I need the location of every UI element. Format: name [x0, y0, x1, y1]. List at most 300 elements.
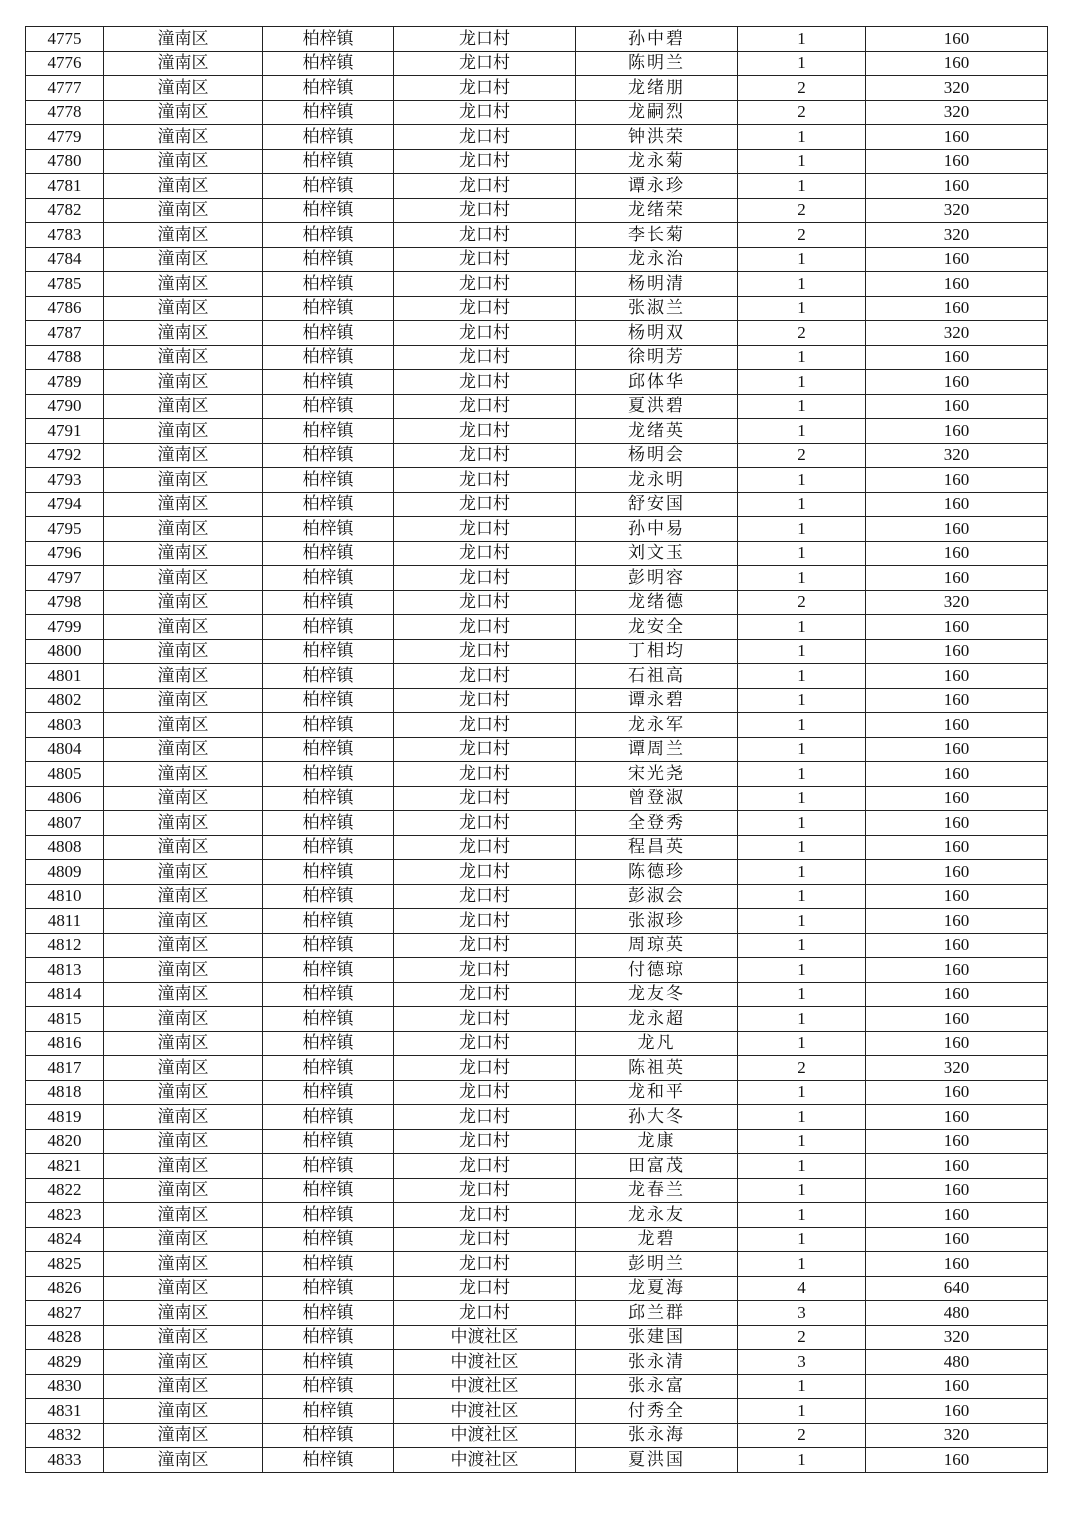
name-cell: 孙中易 [576, 517, 738, 542]
amount-cell: 160 [866, 811, 1048, 836]
name-cell: 龙绪荣 [576, 198, 738, 223]
table-row [26, 1007, 1048, 1032]
row-number-cell: 4796 [26, 541, 104, 566]
amount-cell: 160 [866, 370, 1048, 395]
village-cell: 龙口村 [394, 345, 576, 370]
village-cell: 龙口村 [394, 1080, 576, 1105]
district-cell: 潼南区 [104, 492, 263, 517]
amount-cell: 160 [866, 835, 1048, 860]
town-cell: 柏梓镇 [263, 394, 394, 419]
name-cell: 刘文玉 [576, 541, 738, 566]
village-cell: 龙口村 [394, 933, 576, 958]
row-number-cell: 4781 [26, 174, 104, 199]
name-cell: 谭永碧 [576, 688, 738, 713]
name-cell: 杨明会 [576, 443, 738, 468]
row-number-cell: 4817 [26, 1056, 104, 1081]
district-cell: 潼南区 [104, 223, 263, 248]
amount-cell: 160 [866, 1374, 1048, 1399]
table-row [26, 492, 1048, 517]
district-cell: 潼南区 [104, 1178, 263, 1203]
table-row [26, 737, 1048, 762]
town-cell: 柏梓镇 [263, 1350, 394, 1375]
row-number-cell: 4827 [26, 1301, 104, 1326]
village-cell: 龙口村 [394, 223, 576, 248]
name-cell: 张永富 [576, 1374, 738, 1399]
town-cell: 柏梓镇 [263, 1007, 394, 1032]
village-cell: 龙口村 [394, 1105, 576, 1130]
row-number-cell: 4809 [26, 860, 104, 885]
amount-cell: 160 [866, 737, 1048, 762]
district-cell: 潼南区 [104, 1031, 263, 1056]
district-cell: 潼南区 [104, 443, 263, 468]
village-cell: 龙口村 [394, 615, 576, 640]
amount-cell: 320 [866, 1056, 1048, 1081]
row-number-cell: 4822 [26, 1178, 104, 1203]
village-cell: 龙口村 [394, 174, 576, 199]
village-cell: 中渡社区 [394, 1423, 576, 1448]
district-cell: 潼南区 [104, 1203, 263, 1228]
name-cell: 张建国 [576, 1325, 738, 1350]
count-cell: 1 [738, 811, 866, 836]
row-number-cell: 4833 [26, 1448, 104, 1473]
district-cell: 潼南区 [104, 125, 263, 150]
count-cell: 1 [738, 174, 866, 199]
roster-body [26, 27, 1048, 1473]
village-cell: 龙口村 [394, 1301, 576, 1326]
district-cell: 潼南区 [104, 51, 263, 76]
name-cell: 谭周兰 [576, 737, 738, 762]
table-row [26, 1227, 1048, 1252]
town-cell: 柏梓镇 [263, 1178, 394, 1203]
district-cell: 潼南区 [104, 566, 263, 591]
town-cell: 柏梓镇 [263, 860, 394, 885]
table-row [26, 1399, 1048, 1424]
name-cell: 钟洪荣 [576, 125, 738, 150]
count-cell: 1 [738, 1227, 866, 1252]
name-cell: 龙永军 [576, 713, 738, 738]
row-number-cell: 4824 [26, 1227, 104, 1252]
amount-cell: 160 [866, 1448, 1048, 1473]
count-cell: 1 [738, 860, 866, 885]
table-row [26, 933, 1048, 958]
name-cell: 田富茂 [576, 1154, 738, 1179]
table-row [26, 51, 1048, 76]
row-number-cell: 4777 [26, 76, 104, 101]
village-cell: 龙口村 [394, 149, 576, 174]
count-cell: 1 [738, 762, 866, 787]
table-row [26, 272, 1048, 297]
town-cell: 柏梓镇 [263, 566, 394, 591]
district-cell: 潼南区 [104, 247, 263, 272]
district-cell: 潼南区 [104, 688, 263, 713]
district-cell: 潼南区 [104, 174, 263, 199]
town-cell: 柏梓镇 [263, 1105, 394, 1130]
table-row [26, 100, 1048, 125]
village-cell: 龙口村 [394, 811, 576, 836]
village-cell: 龙口村 [394, 958, 576, 983]
amount-cell: 320 [866, 590, 1048, 615]
row-number-cell: 4814 [26, 982, 104, 1007]
district-cell: 潼南区 [104, 664, 263, 689]
table-row [26, 468, 1048, 493]
district-cell: 潼南区 [104, 1301, 263, 1326]
table-row [26, 835, 1048, 860]
district-cell: 潼南区 [104, 468, 263, 493]
district-cell: 潼南区 [104, 860, 263, 885]
town-cell: 柏梓镇 [263, 272, 394, 297]
table-row [26, 247, 1048, 272]
count-cell: 2 [738, 1325, 866, 1350]
amount-cell: 160 [866, 615, 1048, 640]
town-cell: 柏梓镇 [263, 811, 394, 836]
village-cell: 龙口村 [394, 296, 576, 321]
amount-cell: 160 [866, 1227, 1048, 1252]
amount-cell: 640 [866, 1276, 1048, 1301]
amount-cell: 320 [866, 443, 1048, 468]
table-row [26, 27, 1048, 52]
table-row [26, 1056, 1048, 1081]
amount-cell: 160 [866, 884, 1048, 909]
row-number-cell: 4828 [26, 1325, 104, 1350]
town-cell: 柏梓镇 [263, 688, 394, 713]
count-cell: 2 [738, 1056, 866, 1081]
row-number-cell: 4819 [26, 1105, 104, 1130]
district-cell: 潼南区 [104, 590, 263, 615]
count-cell: 2 [738, 223, 866, 248]
district-cell: 潼南区 [104, 1374, 263, 1399]
district-cell: 潼南区 [104, 1252, 263, 1277]
district-cell: 潼南区 [104, 1227, 263, 1252]
village-cell: 龙口村 [394, 100, 576, 125]
name-cell: 龙碧 [576, 1227, 738, 1252]
amount-cell: 160 [866, 345, 1048, 370]
count-cell: 3 [738, 1301, 866, 1326]
table-row [26, 1154, 1048, 1179]
town-cell: 柏梓镇 [263, 468, 394, 493]
name-cell: 张淑珍 [576, 909, 738, 934]
name-cell: 陈德珍 [576, 860, 738, 885]
amount-cell: 160 [866, 272, 1048, 297]
count-cell: 1 [738, 125, 866, 150]
name-cell: 龙绪德 [576, 590, 738, 615]
village-cell: 龙口村 [394, 909, 576, 934]
district-cell: 潼南区 [104, 1325, 263, 1350]
count-cell: 2 [738, 76, 866, 101]
count-cell: 1 [738, 1105, 866, 1130]
amount-cell: 160 [866, 1154, 1048, 1179]
district-cell: 潼南区 [104, 713, 263, 738]
row-number-cell: 4818 [26, 1080, 104, 1105]
row-number-cell: 4798 [26, 590, 104, 615]
amount-cell: 160 [866, 468, 1048, 493]
village-cell: 中渡社区 [394, 1399, 576, 1424]
table-row [26, 370, 1048, 395]
district-cell: 潼南区 [104, 639, 263, 664]
district-cell: 潼南区 [104, 296, 263, 321]
town-cell: 柏梓镇 [263, 1423, 394, 1448]
count-cell: 1 [738, 345, 866, 370]
name-cell: 付秀全 [576, 1399, 738, 1424]
district-cell: 潼南区 [104, 541, 263, 566]
name-cell: 龙永超 [576, 1007, 738, 1032]
town-cell: 柏梓镇 [263, 933, 394, 958]
count-cell: 1 [738, 933, 866, 958]
count-cell: 2 [738, 443, 866, 468]
row-number-cell: 4816 [26, 1031, 104, 1056]
name-cell: 付德琼 [576, 958, 738, 983]
count-cell: 1 [738, 1031, 866, 1056]
town-cell: 柏梓镇 [263, 737, 394, 762]
name-cell: 彭明容 [576, 566, 738, 591]
row-number-cell: 4825 [26, 1252, 104, 1277]
amount-cell: 160 [866, 688, 1048, 713]
amount-cell: 160 [866, 125, 1048, 150]
town-cell: 柏梓镇 [263, 51, 394, 76]
table-row [26, 811, 1048, 836]
village-cell: 龙口村 [394, 370, 576, 395]
name-cell: 龙康 [576, 1129, 738, 1154]
town-cell: 柏梓镇 [263, 345, 394, 370]
count-cell: 1 [738, 1080, 866, 1105]
name-cell: 程昌英 [576, 835, 738, 860]
row-number-cell: 4793 [26, 468, 104, 493]
amount-cell: 480 [866, 1350, 1048, 1375]
row-number-cell: 4789 [26, 370, 104, 395]
village-cell: 龙口村 [394, 1056, 576, 1081]
count-cell: 1 [738, 419, 866, 444]
village-cell: 龙口村 [394, 517, 576, 542]
row-number-cell: 4803 [26, 713, 104, 738]
amount-cell: 160 [866, 419, 1048, 444]
amount-cell: 160 [866, 27, 1048, 52]
table-row [26, 419, 1048, 444]
district-cell: 潼南区 [104, 1129, 263, 1154]
amount-cell: 320 [866, 100, 1048, 125]
amount-cell: 160 [866, 909, 1048, 934]
amount-cell: 160 [866, 566, 1048, 591]
row-number-cell: 4791 [26, 419, 104, 444]
village-cell: 龙口村 [394, 541, 576, 566]
amount-cell: 320 [866, 1423, 1048, 1448]
table-row [26, 296, 1048, 321]
town-cell: 柏梓镇 [263, 517, 394, 542]
count-cell: 1 [738, 1252, 866, 1277]
count-cell: 1 [738, 786, 866, 811]
amount-cell: 160 [866, 664, 1048, 689]
row-number-cell: 4795 [26, 517, 104, 542]
district-cell: 潼南区 [104, 1448, 263, 1473]
count-cell: 1 [738, 1448, 866, 1473]
town-cell: 柏梓镇 [263, 590, 394, 615]
town-cell: 柏梓镇 [263, 909, 394, 934]
row-number-cell: 4797 [26, 566, 104, 591]
town-cell: 柏梓镇 [263, 786, 394, 811]
count-cell: 2 [738, 321, 866, 346]
table-row [26, 1031, 1048, 1056]
amount-cell: 160 [866, 982, 1048, 1007]
table-row [26, 125, 1048, 150]
count-cell: 1 [738, 566, 866, 591]
village-cell: 中渡社区 [394, 1350, 576, 1375]
row-number-cell: 4785 [26, 272, 104, 297]
town-cell: 柏梓镇 [263, 713, 394, 738]
district-cell: 潼南区 [104, 1007, 263, 1032]
amount-cell: 160 [866, 1252, 1048, 1277]
town-cell: 柏梓镇 [263, 1374, 394, 1399]
name-cell: 全登秀 [576, 811, 738, 836]
row-number-cell: 4820 [26, 1129, 104, 1154]
district-cell: 潼南区 [104, 909, 263, 934]
name-cell: 龙永菊 [576, 149, 738, 174]
table-row [26, 590, 1048, 615]
town-cell: 柏梓镇 [263, 149, 394, 174]
town-cell: 柏梓镇 [263, 958, 394, 983]
amount-cell: 160 [866, 639, 1048, 664]
row-number-cell: 4794 [26, 492, 104, 517]
count-cell: 1 [738, 615, 866, 640]
village-cell: 龙口村 [394, 639, 576, 664]
name-cell: 谭永珍 [576, 174, 738, 199]
name-cell: 孙中碧 [576, 27, 738, 52]
amount-cell: 160 [866, 247, 1048, 272]
row-number-cell: 4792 [26, 443, 104, 468]
row-number-cell: 4813 [26, 958, 104, 983]
table-row [26, 688, 1048, 713]
name-cell: 龙嗣烈 [576, 100, 738, 125]
district-cell: 潼南区 [104, 835, 263, 860]
count-cell: 1 [738, 835, 866, 860]
town-cell: 柏梓镇 [263, 884, 394, 909]
name-cell: 舒安国 [576, 492, 738, 517]
village-cell: 龙口村 [394, 394, 576, 419]
name-cell: 龙安全 [576, 615, 738, 640]
district-cell: 潼南区 [104, 884, 263, 909]
village-cell: 龙口村 [394, 272, 576, 297]
amount-cell: 160 [866, 1203, 1048, 1228]
table-row [26, 1129, 1048, 1154]
village-cell: 龙口村 [394, 1154, 576, 1179]
village-cell: 龙口村 [394, 762, 576, 787]
table-row [26, 321, 1048, 346]
row-number-cell: 4782 [26, 198, 104, 223]
amount-cell: 320 [866, 76, 1048, 101]
amount-cell: 320 [866, 321, 1048, 346]
village-cell: 龙口村 [394, 198, 576, 223]
village-cell: 龙口村 [394, 688, 576, 713]
table-row [26, 860, 1048, 885]
row-number-cell: 4784 [26, 247, 104, 272]
name-cell: 邱兰群 [576, 1301, 738, 1326]
town-cell: 柏梓镇 [263, 1154, 394, 1179]
row-number-cell: 4810 [26, 884, 104, 909]
town-cell: 柏梓镇 [263, 664, 394, 689]
name-cell: 龙永友 [576, 1203, 738, 1228]
amount-cell: 160 [866, 51, 1048, 76]
amount-cell: 160 [866, 1178, 1048, 1203]
name-cell: 龙绪朋 [576, 76, 738, 101]
name-cell: 杨明双 [576, 321, 738, 346]
count-cell: 1 [738, 541, 866, 566]
table-row [26, 1350, 1048, 1375]
town-cell: 柏梓镇 [263, 1203, 394, 1228]
row-number-cell: 4801 [26, 664, 104, 689]
table-row [26, 762, 1048, 787]
district-cell: 潼南区 [104, 419, 263, 444]
table-row [26, 198, 1048, 223]
row-number-cell: 4821 [26, 1154, 104, 1179]
name-cell: 龙绪英 [576, 419, 738, 444]
village-cell: 龙口村 [394, 664, 576, 689]
table-row [26, 909, 1048, 934]
town-cell: 柏梓镇 [263, 1301, 394, 1326]
row-number-cell: 4778 [26, 100, 104, 125]
name-cell: 宋光尧 [576, 762, 738, 787]
village-cell: 龙口村 [394, 590, 576, 615]
name-cell: 龙永明 [576, 468, 738, 493]
count-cell: 4 [738, 1276, 866, 1301]
district-cell: 潼南区 [104, 149, 263, 174]
village-cell: 龙口村 [394, 443, 576, 468]
table-row [26, 1276, 1048, 1301]
amount-cell: 160 [866, 296, 1048, 321]
row-number-cell: 4783 [26, 223, 104, 248]
town-cell: 柏梓镇 [263, 1399, 394, 1424]
village-cell: 龙口村 [394, 468, 576, 493]
count-cell: 1 [738, 247, 866, 272]
name-cell: 徐明芳 [576, 345, 738, 370]
village-cell: 龙口村 [394, 419, 576, 444]
table-row [26, 1252, 1048, 1277]
amount-cell: 320 [866, 198, 1048, 223]
count-cell: 1 [738, 1154, 866, 1179]
row-number-cell: 4799 [26, 615, 104, 640]
row-number-cell: 4779 [26, 125, 104, 150]
count-cell: 1 [738, 1129, 866, 1154]
count-cell: 1 [738, 492, 866, 517]
count-cell: 1 [738, 737, 866, 762]
name-cell: 丁相均 [576, 639, 738, 664]
row-number-cell: 4831 [26, 1399, 104, 1424]
district-cell: 潼南区 [104, 1154, 263, 1179]
name-cell: 彭淑会 [576, 884, 738, 909]
count-cell: 1 [738, 1178, 866, 1203]
count-cell: 1 [738, 958, 866, 983]
name-cell: 杨明清 [576, 272, 738, 297]
village-cell: 龙口村 [394, 76, 576, 101]
village-cell: 龙口村 [394, 737, 576, 762]
village-cell: 龙口村 [394, 982, 576, 1007]
district-cell: 潼南区 [104, 1105, 263, 1130]
town-cell: 柏梓镇 [263, 1276, 394, 1301]
table-row [26, 1301, 1048, 1326]
row-number-cell: 4808 [26, 835, 104, 860]
village-cell: 龙口村 [394, 713, 576, 738]
town-cell: 柏梓镇 [263, 1080, 394, 1105]
district-cell: 潼南区 [104, 982, 263, 1007]
row-number-cell: 4830 [26, 1374, 104, 1399]
amount-cell: 160 [866, 933, 1048, 958]
district-cell: 潼南区 [104, 1350, 263, 1375]
name-cell: 张永海 [576, 1423, 738, 1448]
town-cell: 柏梓镇 [263, 615, 394, 640]
count-cell: 1 [738, 1399, 866, 1424]
village-cell: 龙口村 [394, 321, 576, 346]
town-cell: 柏梓镇 [263, 247, 394, 272]
amount-cell: 160 [866, 1129, 1048, 1154]
count-cell: 1 [738, 639, 866, 664]
town-cell: 柏梓镇 [263, 1031, 394, 1056]
district-cell: 潼南区 [104, 1276, 263, 1301]
